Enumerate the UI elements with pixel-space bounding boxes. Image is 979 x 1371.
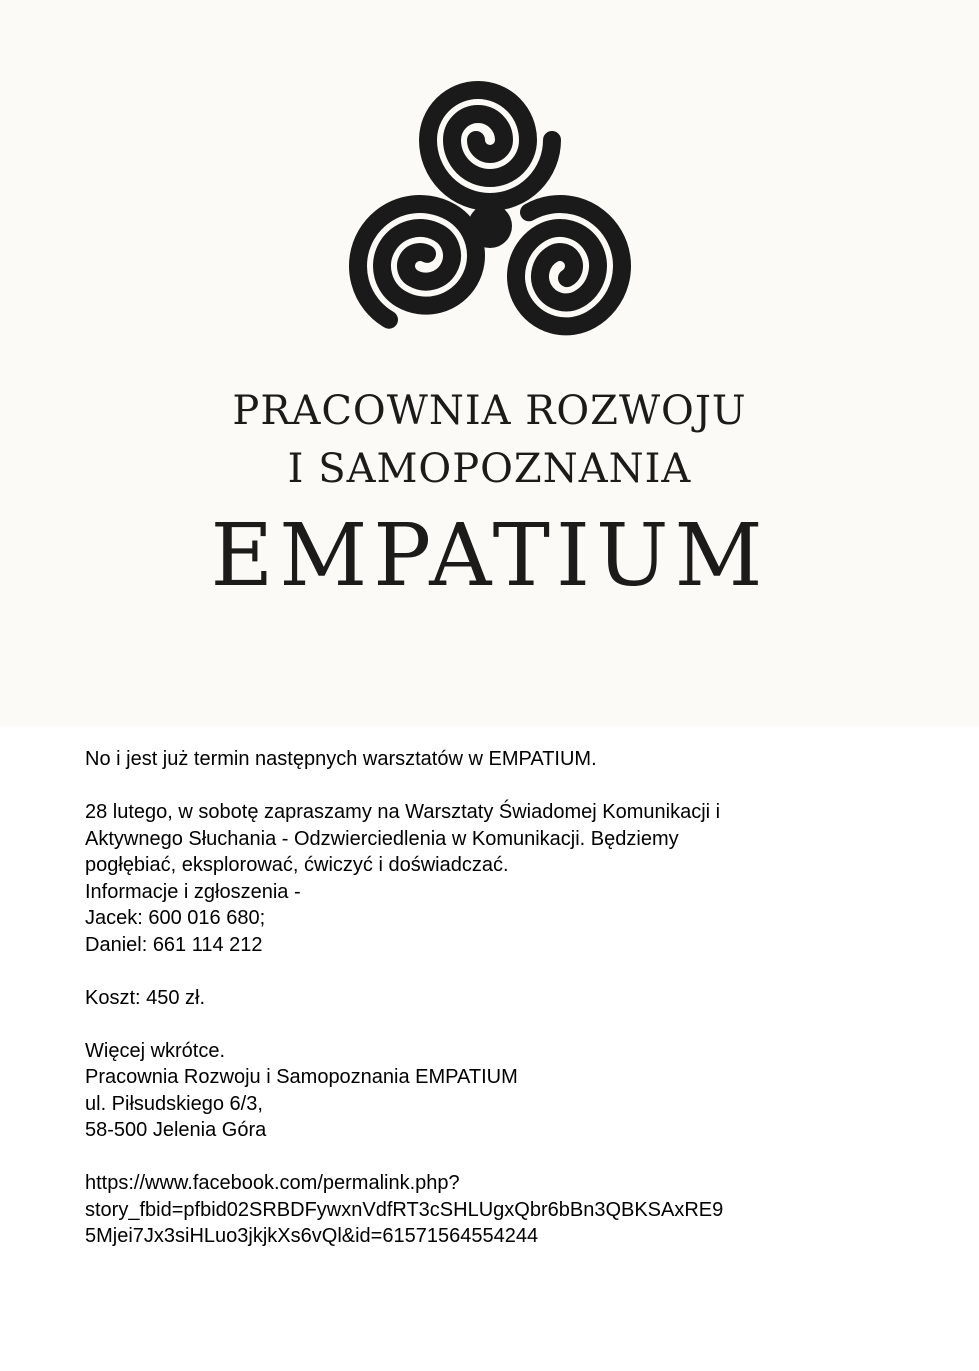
more-text: Więcej wkrótce. xyxy=(85,1039,226,1062)
permalink-line[interactable]: https://www.facebook.com/permalink.php? xyxy=(85,1172,460,1194)
event-text-line: 28 lutego, w sobotę zapraszamy na Warsztaty Świadomej Komunikacji i xyxy=(85,801,721,823)
post-body xyxy=(85,746,905,1250)
address-city: 58-500 Jelenia Góra xyxy=(85,1119,267,1141)
event-text-line: Aktywnego Słuchania - Odzwierciedlenia w Komunikacji. Będziemy xyxy=(85,827,679,850)
contact-jacek: Jacek: 600 016 680; xyxy=(85,907,266,929)
info-label: Informacje i zgłoszenia - xyxy=(85,880,301,903)
event-text-line: pogłębiać, eksplorować, ćwiczyć i doświadczać. xyxy=(85,854,509,876)
org-name: Pracownia Rozwoju i Samopoznania EMPATIUM xyxy=(85,1066,518,1088)
address-street: ul. Piłsudskiego 6/3, xyxy=(85,1092,263,1115)
contact-daniel: Daniel: 661 114 212 xyxy=(85,933,263,956)
title-line-2: I SAMOPOZNANIA xyxy=(287,446,692,492)
triskelion-icon xyxy=(340,58,640,358)
cost-text: Koszt: 450 zł. xyxy=(85,986,206,1009)
intro-text: No i jest już termin następnych warsztatów w EMPATIUM. xyxy=(85,748,597,770)
permalink-line[interactable]: 5Mjei7Jx3siHLuo3jkjkXs6vQl&id=61571564554244 xyxy=(85,1225,539,1247)
brand-name: EMPATIUM xyxy=(210,506,769,606)
title-line-1: PRACOWNIA ROZWOJU xyxy=(232,388,747,434)
permalink-line[interactable]: story_fbid=pfbid02SRBDFywxnVdfRT3cSHLUgxQbr6bBn3QBKSAxRE9 xyxy=(85,1198,724,1221)
